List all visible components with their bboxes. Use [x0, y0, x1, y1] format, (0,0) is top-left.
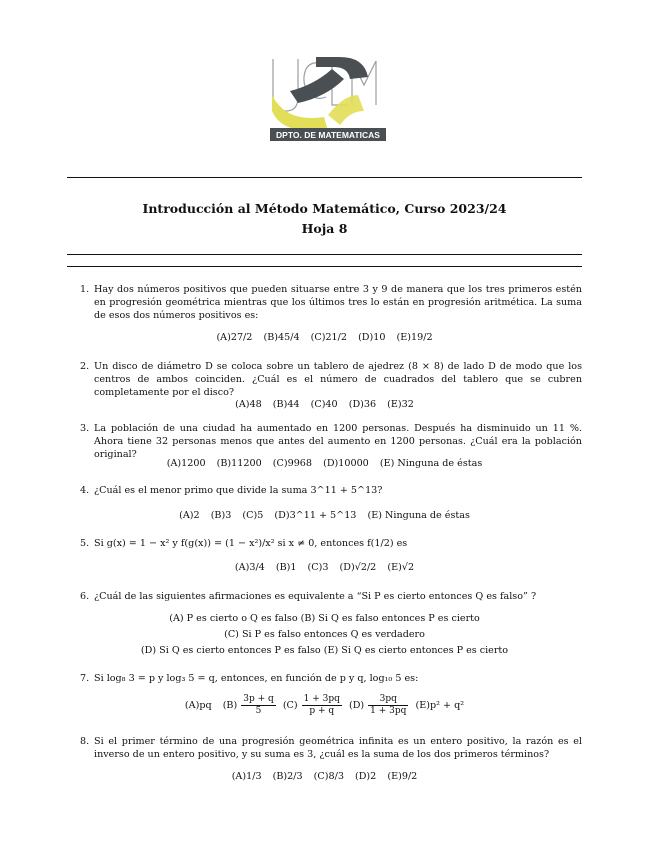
question-7 — [80, 672, 582, 685]
question-6 — [80, 590, 582, 603]
answer-d: (D)10000 — [323, 458, 369, 469]
answer-c: (C)3 — [307, 562, 329, 573]
answers-4 — [67, 509, 582, 522]
answers-3 — [67, 457, 582, 470]
question-text: Si g(x) = 1 − x² y f(g(x)) = (1 − x²)/x² si x ≠ 0, entonces f(1/2) es — [94, 538, 408, 549]
fraction-denominator: 1 + 3pq — [370, 706, 407, 716]
question-text: Si el primer término de una progresión geométrica infinita es un entero positivo, la razón es el inverso de un entero positivo, y su suma es 3, ¿cuál es la suma de los dos primeros términos? — [94, 736, 582, 760]
answer-d-label: (D) — [348, 700, 365, 711]
fraction-denominator: p + q — [309, 706, 335, 716]
answer-c-label: (C) — [282, 700, 298, 711]
answer-b: (B)44 — [272, 399, 300, 410]
page-title: Introducción al Método Matemático, Curso 2023/24 — [142, 201, 507, 216]
answer-c: (C)5 — [242, 510, 264, 521]
answer-e: (E) Ninguna de éstas — [379, 458, 483, 469]
answer-d: (D)√2/2 — [339, 562, 377, 573]
page-subtitle: Hoja 8 — [301, 221, 348, 236]
answer-a: (A)27/2 — [216, 332, 253, 343]
answer-a: (A)2 — [179, 510, 200, 521]
question-text: Hay dos números positivos que pueden situarse entre 3 y 9 de manera que los tres primeros estén en progresión geométrica mientras que los últimos tres lo están en progresión aritmética. La suma de esos dos números positivos es: — [94, 284, 582, 321]
question-3 — [80, 422, 582, 461]
question-text: Un disco de diámetro D se coloca sobre un tablero de ajedrez (8 × 8) de lado D de modo que los centros de ambos coinciden. ¿Cuál es el número de cuadrados del tablero que se cubren completamente por el disco? — [94, 361, 582, 398]
question-number: 6. — [80, 591, 90, 602]
question-number: 3. — [80, 423, 90, 434]
answer-e: (E)√2 — [387, 562, 415, 573]
question-number: 1. — [80, 284, 90, 295]
answer-c-fraction — [302, 694, 342, 717]
answer-d: (D)36 — [348, 399, 377, 410]
answer-b-fraction — [241, 694, 276, 717]
top-rule — [67, 177, 582, 178]
answer-b: (B)1 — [275, 562, 297, 573]
question-text: ¿Cuál de las siguientes afirmaciones es equivalente a “Si P es cierto entonces Q es falso” ? — [94, 591, 537, 602]
answer-e: (E) Ninguna de éstas — [367, 510, 470, 521]
answer-c: (C)8/3 — [313, 771, 344, 782]
answer-b: (B)2/3 — [272, 771, 303, 782]
answer-d-fraction — [368, 694, 408, 717]
question-8 — [80, 735, 582, 761]
answer-b: (B)11200 — [216, 458, 262, 469]
question-text: Si log₈ 3 = p y log₃ 5 = q, entonces, en función de p y q, log₁₀ 5 es: — [94, 673, 419, 684]
question-number: 4. — [80, 485, 90, 496]
question-text: La población de una ciudad ha aumentado en 1200 personas. Después ha disminuido un 11 %. Ahora tiene 32 personas menos que antes del aumento en 1200 personas. ¿Cuál era la población original? — [94, 423, 582, 460]
answer-a: (A)3/4 — [234, 562, 265, 573]
answer-c: (C)40 — [310, 399, 338, 410]
logo-caption: DPTO. DE MATEMATICAS — [276, 130, 380, 140]
rule-1 — [67, 254, 582, 255]
question-number: 8. — [80, 736, 90, 747]
answer-a: (A)48 — [235, 399, 262, 410]
answers-5 — [67, 561, 582, 574]
answer-d: (D)2 — [355, 771, 377, 782]
answer-b: (B)3 — [210, 510, 232, 521]
fraction-denominator: 5 — [255, 706, 262, 716]
answer-e: (E)9/2 — [387, 771, 418, 782]
answer-a: (A)pq — [184, 700, 212, 711]
answer-c: (C)21/2 — [310, 332, 347, 343]
answer-e: (E)32 — [387, 399, 414, 410]
question-number: 5. — [80, 538, 90, 549]
answer-d: (D)10 — [358, 332, 386, 343]
uclm-logo — [268, 55, 388, 143]
question-number: 2. — [80, 361, 90, 372]
answers-6-line-1: (A) P es cierto o Q es falso (B) Si Q es falso entonces P es cierto — [169, 613, 480, 624]
rule-2 — [67, 266, 582, 267]
answer-e: (E)19/2 — [396, 332, 433, 343]
question-2 — [80, 360, 582, 399]
answer-a: (A)1200 — [166, 458, 206, 469]
answers-7 — [67, 694, 582, 717]
answers-2 — [67, 398, 582, 411]
question-1 — [80, 283, 582, 322]
uclm-logo-graphic — [268, 55, 388, 143]
fraction-numerator: 3pq — [368, 694, 408, 706]
fraction-numerator: 1 + 3pq — [303, 694, 340, 704]
answers-6-line-3: (D) Si Q es cierto entonces P es falso (E) Si Q es cierto entonces P es cierto — [140, 645, 509, 656]
answers-6-line-2: (C) Si P es falso entonces Q es verdadero — [224, 629, 425, 640]
answer-e: (E)p² + q² — [415, 700, 465, 711]
answer-b: (B)45/4 — [263, 332, 300, 343]
answer-d: (D)3^11 + 5^13 — [274, 510, 357, 521]
answers-1 — [67, 331, 582, 344]
answer-a: (A)1/3 — [231, 771, 262, 782]
question-number: 7. — [80, 673, 90, 684]
question-4 — [80, 484, 582, 497]
question-5 — [80, 537, 582, 550]
fraction-numerator: 3p + q — [243, 694, 274, 704]
answer-b-label: (B) — [222, 700, 238, 711]
answer-c: (C)9968 — [272, 458, 313, 469]
question-text: ¿Cuál es el menor primo que divide la suma 3^11 + 5^13? — [94, 485, 383, 496]
answers-8 — [67, 770, 582, 783]
